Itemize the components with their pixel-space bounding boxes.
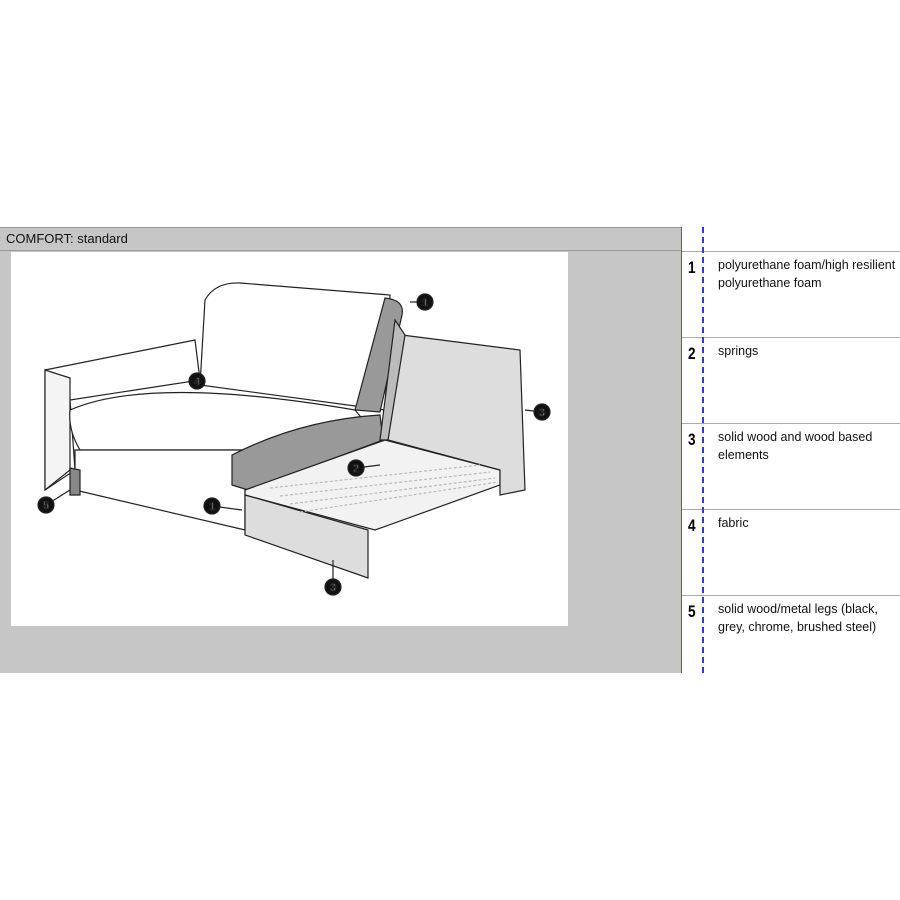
legend-number: 4 bbox=[688, 516, 696, 535]
legend-row bbox=[682, 423, 900, 510]
callout-4: 4 bbox=[193, 376, 201, 388]
legend-number: 3 bbox=[688, 430, 696, 449]
legend-number: 1 bbox=[688, 258, 696, 277]
legend-text: springs bbox=[718, 344, 759, 358]
legend-row bbox=[682, 509, 900, 596]
legend-text: solid wood/metal legs (black, grey, chrome, brushed steel) bbox=[718, 602, 878, 634]
callout-1-top: 1 bbox=[421, 297, 429, 309]
sofa-diagram bbox=[11, 252, 568, 626]
legend-number: 2 bbox=[688, 344, 696, 363]
legend-row bbox=[682, 337, 900, 424]
legend-number: 5 bbox=[688, 602, 696, 621]
comfort-header: COMFORT: standard bbox=[0, 227, 681, 251]
callout-5: 5 bbox=[42, 500, 50, 512]
legend-text: polyurethane foam/high resilient polyurethane foam bbox=[718, 258, 896, 290]
callout-1-bottom: 1 bbox=[208, 501, 216, 513]
callout-3-bottom: 3 bbox=[329, 582, 337, 594]
column-divider bbox=[702, 227, 704, 673]
legend-row bbox=[682, 251, 900, 338]
legend-text: solid wood and wood based elements bbox=[718, 430, 873, 462]
materials-legend bbox=[681, 227, 900, 673]
legend-row bbox=[682, 595, 900, 674]
callout-2: 2 bbox=[352, 463, 360, 475]
callout-3-right: 3 bbox=[538, 407, 546, 419]
legend-text: fabric bbox=[718, 516, 749, 530]
